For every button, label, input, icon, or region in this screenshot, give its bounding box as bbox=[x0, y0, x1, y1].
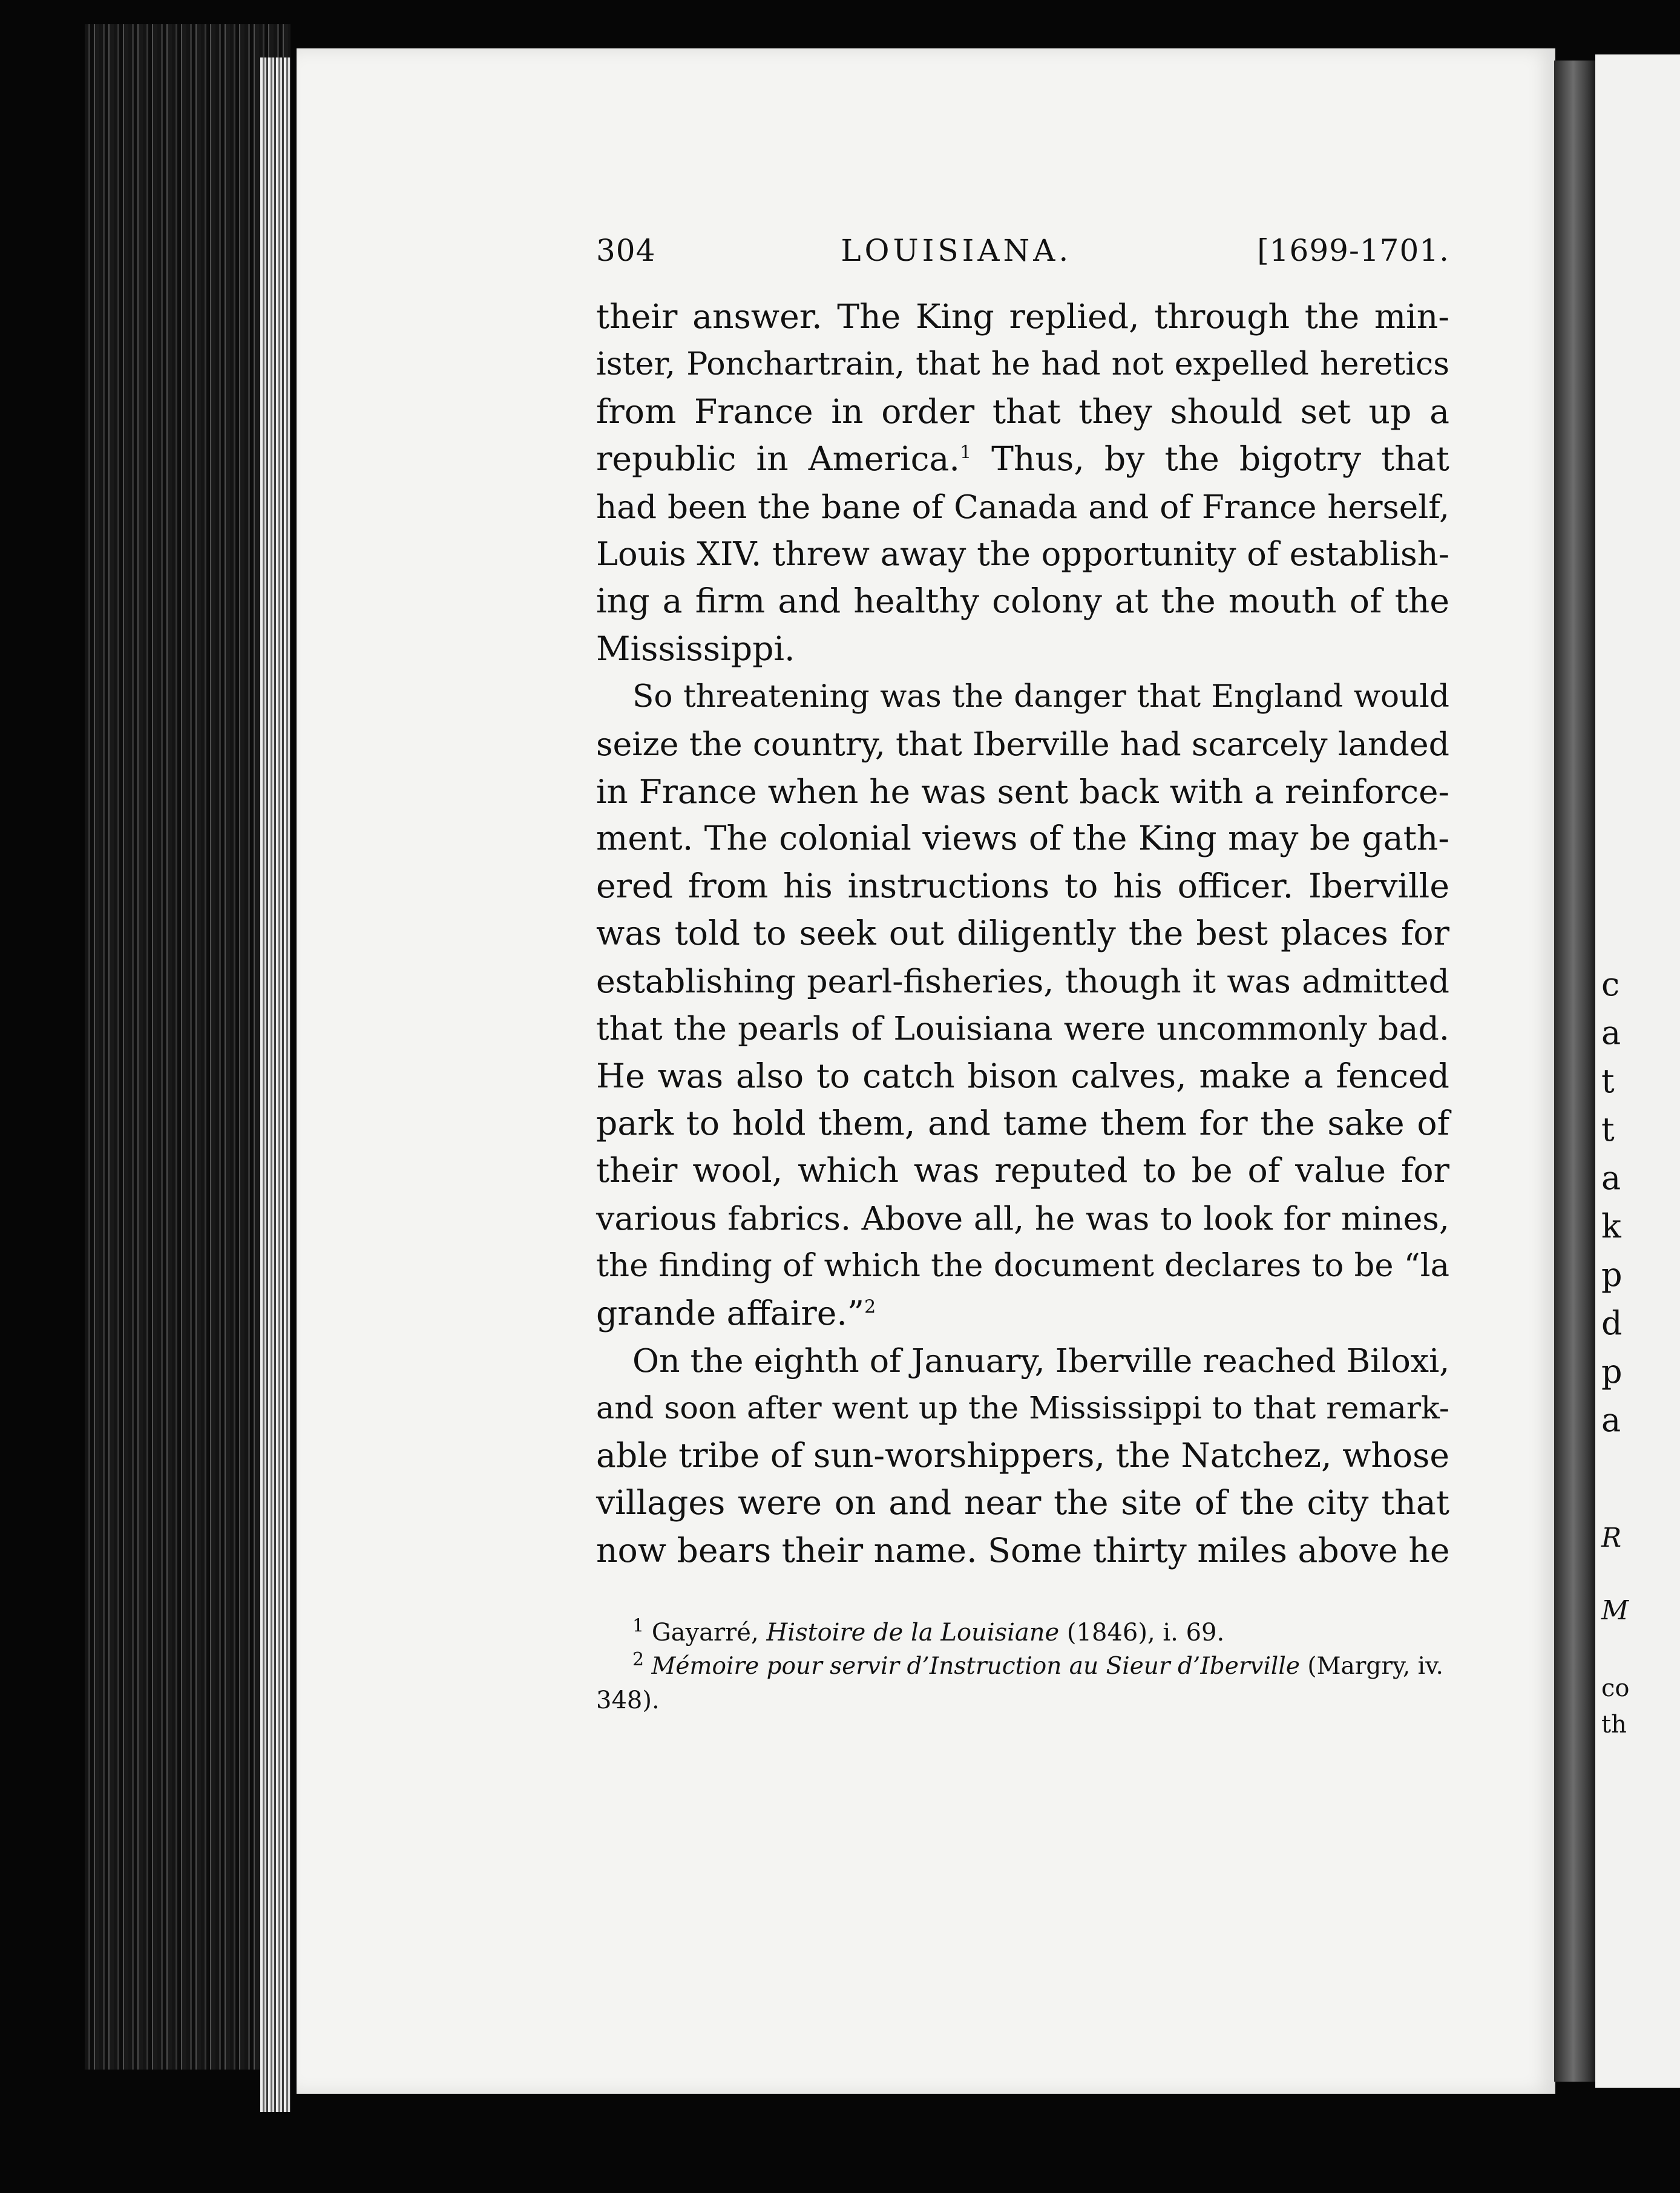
text-fragment: republic in America. bbox=[596, 440, 960, 479]
text-line: now bears their name. Some thirty miles above he bbox=[596, 1531, 1450, 1570]
facing-page-fragment: co bbox=[1601, 1674, 1630, 1702]
footnote-author: Gayarré, bbox=[651, 1618, 767, 1647]
text-line bbox=[596, 436, 1449, 483]
facing-page-fragment: p bbox=[1601, 1256, 1623, 1294]
text-line bbox=[596, 1290, 1449, 1337]
facing-page-fragment: p bbox=[1601, 1352, 1623, 1391]
running-title: LOUISIANA. bbox=[841, 233, 1072, 268]
facing-page-fragment: d bbox=[1601, 1304, 1623, 1342]
footnote-continuation: 348). bbox=[596, 1686, 660, 1714]
book-gutter bbox=[1554, 61, 1596, 2082]
text-line: and soon after went up the Mississippi to that remark- bbox=[596, 1390, 1449, 1426]
text-line: seize the country, that Iberville had scarcely landed bbox=[596, 724, 1449, 763]
facing-page-fragment: t bbox=[1601, 1110, 1615, 1149]
facing-page-fragment: a bbox=[1601, 1014, 1621, 1052]
footnote-work: Mémoire pour servir d’Instruction au Sieur d’Iberville bbox=[651, 1652, 1300, 1680]
text-line: their answer. The King replied, through the min- bbox=[596, 298, 1449, 336]
page-number: 304 bbox=[596, 233, 656, 268]
facing-page-fragment: a bbox=[1601, 1159, 1621, 1197]
page-stack-edge bbox=[260, 57, 290, 2112]
footnote-citation: (1846), i. 69. bbox=[1059, 1618, 1225, 1647]
text-line: villages were on and near the site of the city that bbox=[596, 1484, 1449, 1523]
facing-page-fragment: c bbox=[1601, 965, 1620, 1003]
text-line: that the pearls of Louisiana were uncommonly bad. bbox=[596, 1009, 1449, 1048]
text-line: the finding of which the document declares to be “la bbox=[596, 1247, 1449, 1285]
facing-page-fragment: R bbox=[1601, 1523, 1622, 1553]
page-content bbox=[596, 233, 1449, 1717]
footnotes bbox=[596, 1616, 1449, 1717]
facing-page-fragment: a bbox=[1601, 1401, 1621, 1439]
footnote-work: Histoire de la Louisiane bbox=[766, 1618, 1060, 1647]
text-fragment: Thus, by the bigotry that bbox=[971, 440, 1449, 479]
text-line: had been the bane of Canada and of France herself, bbox=[596, 488, 1449, 526]
facing-page-fragment: t bbox=[1601, 1062, 1615, 1100]
text-line: various fabrics. Above all, he was to look for mines, bbox=[596, 1199, 1449, 1237]
text-line: was told to seek out diligently the best places for bbox=[596, 914, 1449, 954]
text-line: their wool, which was reputed to be of value for bbox=[596, 1152, 1449, 1191]
text-line: Louis XIV. threw away the opportunity of establish- bbox=[596, 535, 1449, 574]
text-line: ment. The colonial views of the King may be gath- bbox=[596, 819, 1449, 859]
text-line: able tribe of sun-worshippers, the Natchez, whose bbox=[596, 1436, 1450, 1475]
text-line: park to hold them, and tame them for the sake of bbox=[596, 1104, 1449, 1143]
footnote-ref: 1 bbox=[959, 442, 972, 464]
facing-page-fragment: th bbox=[1601, 1711, 1627, 1739]
text-line: ing a firm and healthy colony at the mouth of the bbox=[596, 582, 1449, 621]
body-text bbox=[596, 293, 1449, 1575]
text-line: establishing pearl-fisheries, though it was admitted bbox=[596, 962, 1449, 1000]
text-line: On the eighth of January, Iberville reached Biloxi, bbox=[632, 1341, 1450, 1380]
facing-page-fragment: M bbox=[1601, 1595, 1629, 1626]
running-head bbox=[596, 233, 1449, 281]
text-line: ister, Ponchartrain, that he had not expelled heretics bbox=[596, 346, 1449, 383]
facing-page-fragment: k bbox=[1601, 1207, 1621, 1245]
footnote bbox=[596, 1616, 1449, 1650]
text-line: He was also to catch bison calves, make a fenced bbox=[596, 1057, 1449, 1096]
footnote bbox=[596, 1650, 1449, 1683]
text-line: ered from his instructions to his officer. Iberville bbox=[596, 867, 1449, 906]
text-line: in France when he was sent back with a reinforce- bbox=[596, 772, 1449, 811]
text-line: from France in order that they should set up a bbox=[596, 392, 1449, 431]
footnote-ref: 2 bbox=[864, 1296, 876, 1318]
text-fragment: grande affaire.” bbox=[596, 1294, 865, 1333]
text-line: So threatening was the danger that England would bbox=[632, 678, 1449, 715]
book-fore-edge bbox=[85, 24, 290, 2070]
text-line: Mississippi. bbox=[596, 629, 795, 669]
facing-page bbox=[1595, 54, 1680, 2088]
footnote-marker: 1 bbox=[632, 1615, 645, 1637]
footnote-citation: (Margry, iv. bbox=[1299, 1652, 1443, 1680]
footnote-marker: 2 bbox=[632, 1648, 645, 1670]
running-dates: [1699-1701. bbox=[1257, 233, 1449, 268]
